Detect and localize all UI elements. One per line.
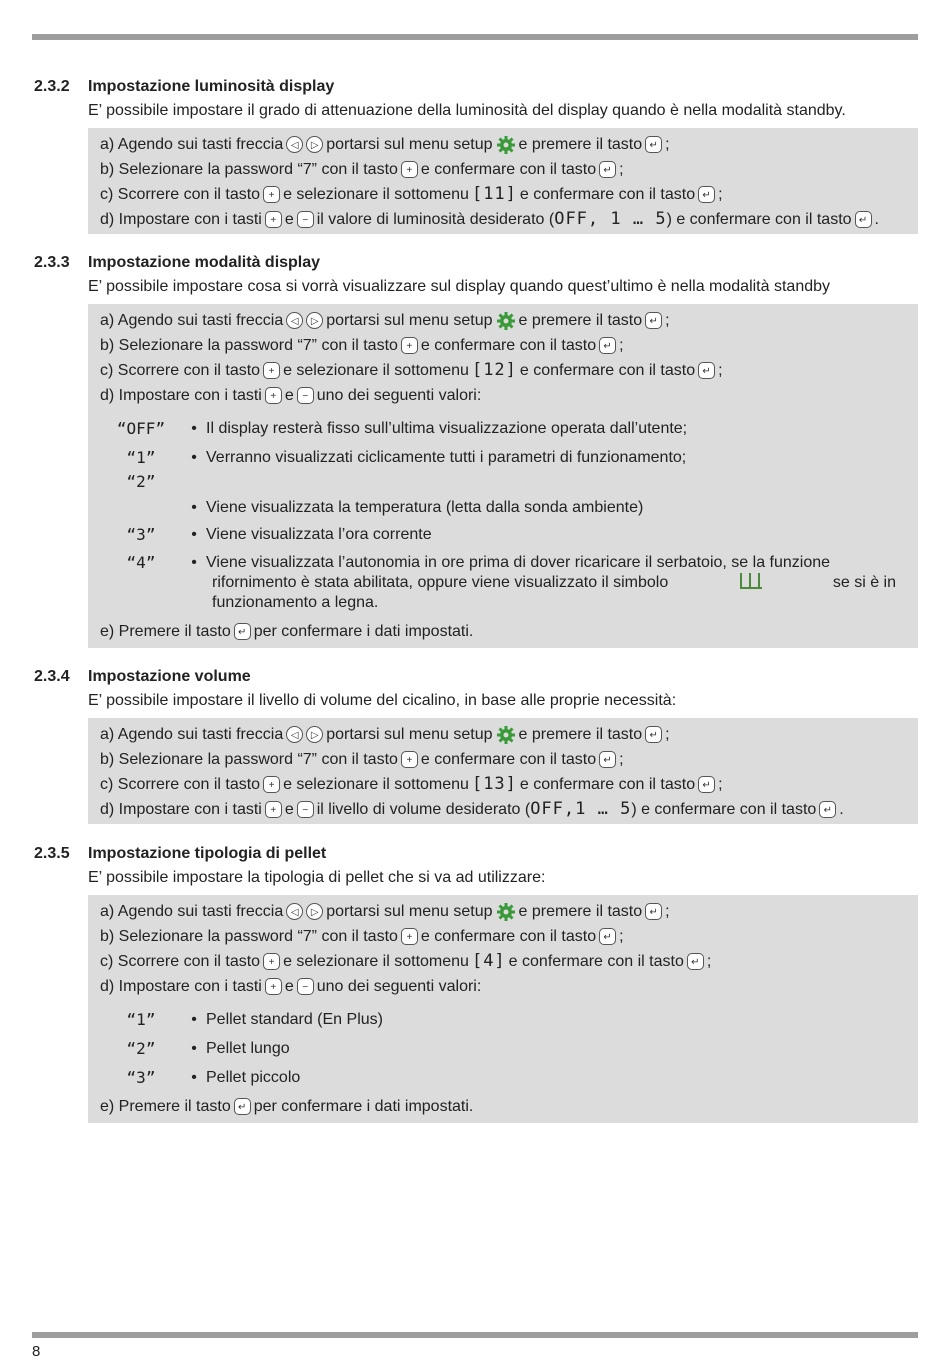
step-a: a) Agendo sui tasti freccia ◁ ▷ portarsi sul menu setup e premere il tasto ↵ ; [100,726,670,743]
plus-icon: + [401,928,418,945]
plus-icon: + [265,801,282,818]
section-heading [34,76,918,98]
plus-icon: + [263,776,280,793]
step-c: c) Scorrere con il tasto + e selezionare il sottomenu [12] e confermare con il tasto ↵ ; [100,358,908,383]
enter-icon: ↵ [687,953,704,970]
section-title: Impostazione tipologia di pellet [88,845,327,862]
section-2-3-5 [34,843,918,1123]
minus-icon: − [297,801,314,818]
section-intro: E’ possibile impostare cosa si vorrà visualizzare sul display quando quest’ultimo è nella modalità standby [88,278,831,295]
option-text: Il display resterà fisso sull’ultima visualizzazione operata dall’utente; [206,419,688,437]
enter-icon: ↵ [855,211,872,228]
right-arrow-icon: ▷ [306,136,323,153]
plus-icon: + [401,161,418,178]
option-item [100,414,908,443]
plus-icon: + [265,387,282,404]
step-c: c) Scorrere con il tasto + e selezionare il sottomenu [4] e confermare con il tasto ↵ ; [100,949,908,974]
step-d: d) Impostare con i tasti + e − uno dei seguenti valori: [100,387,482,404]
option-text: Viene visualizzata l’autonomia in ore prima di dover ricaricare il serbatoio, se la funzione rifornimento è stata abilitata, oppure viene visualizzato il simbolo se si è in funzionamento a legna. [206,554,896,611]
bullet: • [191,419,197,437]
option-code: “OFF” [116,418,166,438]
section-intro: E’ possibile impostare il grado di attenuazione della luminosità del display quando è nella modalità standby. [88,102,846,119]
page-number: 8 [32,1343,41,1360]
step-c: c) Scorrere con il tasto + e selezionare il sottomenu [13] e confermare con il tasto ↵ ; [100,772,908,797]
enter-icon: ↵ [645,903,662,920]
steps-box [88,304,918,648]
gear-icon [496,311,516,331]
bullet: • [191,1010,197,1028]
plus-icon: + [263,362,280,379]
left-arrow-icon: ◁ [286,312,303,329]
option-text: Pellet standard (En Plus) [206,1010,383,1028]
section-heading [34,843,918,865]
section-heading [34,252,918,274]
minus-icon: − [297,978,314,995]
option-code: “2” [126,1038,156,1058]
section-2-3-4 [34,666,918,824]
plus-icon: + [401,337,418,354]
right-arrow-icon: ▷ [306,312,323,329]
submenu-code: [12] [471,360,517,380]
submenu-code: [11] [471,184,517,204]
step-e: e) Premere il tasto ↵ per confermare i dati impostati. [100,623,474,640]
steps-box [88,895,918,1123]
step-e: e) Premere il tasto ↵ per confermare i dati impostati. [100,1098,474,1115]
enter-icon: ↵ [698,362,715,379]
bullet: • [191,525,197,543]
option-text: Verranno visualizzati ciclicamente tutti i parametri di funzionamento; [206,448,687,466]
step-a: a) Agendo sui tasti freccia ◁ ▷ portarsi sul menu setup e premere il tasto ↵ ; [100,136,670,153]
section-title: Impostazione volume [88,668,251,685]
option-code: “4” [126,553,156,572]
enter-icon: ↵ [645,136,662,153]
plus-icon: + [265,978,282,995]
gear-icon [496,135,516,155]
step-d: d) Impostare con i tasti + e − il valore di luminosità desiderato ( OFF, 1 … 5 ) e confermare con il tasto ↵ . [100,207,908,232]
enter-icon: ↵ [599,751,616,768]
section-heading [34,666,918,688]
step-d: d) Impostare con i tasti + e − il livello di volume desiderato ( OFF,1 … 5 ) e confermare con il tasto ↵ . [100,797,908,822]
bullet: • [191,448,197,466]
bullet: • [191,1068,197,1086]
options-list [100,1005,908,1092]
right-arrow-icon: ▷ [306,726,323,743]
option-text: Viene visualizzata l’ora corrente [206,525,432,543]
section-intro: E’ possibile impostare il livello di volume del cicalino, in base alle proprie necessità: [88,692,677,709]
steps-box [88,128,918,234]
section-intro: E’ possibile impostare la tipologia di pellet che si va ad utilizzare: [88,869,546,886]
section-2-3-2 [34,76,918,234]
option-code: “3” [126,524,156,544]
plus-icon: + [265,211,282,228]
option-text: Pellet lungo [206,1039,290,1057]
option-code: “1” [126,1009,156,1029]
option-text: Viene visualizzata la temperatura (letta dalla sonda ambiente) [206,499,644,516]
bullet: • [191,1039,197,1057]
option-item [100,443,908,472]
right-arrow-icon: ▷ [306,903,323,920]
enter-icon: ↵ [599,161,616,178]
enter-icon: ↵ [698,776,715,793]
option-code: “3” [126,1067,156,1087]
step-d: d) Impostare con i tasti + e − uno dei seguenti valori: [100,978,482,995]
section-number: 2.3.2 [34,78,70,95]
left-arrow-icon: ◁ [286,903,303,920]
enter-icon: ↵ [645,312,662,329]
steps-box [88,718,918,824]
gear-icon [496,725,516,745]
top-rule [32,34,918,40]
section-number: 2.3.4 [34,668,70,685]
enter-icon: ↵ [819,801,836,818]
bottom-rule [32,1332,918,1338]
step-b: b) Selezionare la password “7” con il tasto + e confermare con il tasto ↵ ; [100,337,624,354]
section-title: Impostazione luminosità display [88,78,335,95]
option-code: “1” [126,447,156,467]
enter-icon: ↵ [599,337,616,354]
left-arrow-icon: ◁ [286,136,303,153]
plus-icon: + [263,186,280,203]
submenu-code: [13] [471,774,517,794]
option-code: “2” [126,472,156,491]
option-item [100,472,908,520]
gear-icon [496,902,516,922]
enter-icon: ↵ [645,726,662,743]
step-c: c) Scorrere con il tasto + e selezionare il sottomenu [11] e confermare con il tasto ↵ ; [100,182,908,207]
minus-icon: − [297,211,314,228]
step-a: a) Agendo sui tasti freccia ◁ ▷ portarsi sul menu setup e premere il tasto ↵ ; [100,903,670,920]
options-list [100,414,908,613]
option-item [100,1005,908,1034]
section-title: Impostazione modalità display [88,254,321,271]
section-number: 2.3.3 [34,254,70,271]
plus-icon: + [263,953,280,970]
step-a: a) Agendo sui tasti freccia ◁ ▷ portarsi sul menu setup e premere il tasto ↵ ; [100,312,670,329]
enter-icon: ↵ [234,1098,251,1115]
option-item [100,1034,908,1063]
section-number: 2.3.5 [34,845,70,862]
enter-icon: ↵ [698,186,715,203]
submenu-code: [4] [471,951,506,971]
bullet: • [191,499,197,516]
enter-icon: ↵ [599,928,616,945]
plus-icon: + [401,751,418,768]
wood-fuel-icon [740,573,762,589]
range-code: OFF, 1 … 5 [554,209,667,229]
minus-icon: − [297,387,314,404]
section-2-3-3 [34,252,918,648]
step-b: b) Selezionare la password “7” con il tasto + e confermare con il tasto ↵ ; [100,161,624,178]
option-item [100,1063,908,1092]
bullet: • [191,554,197,571]
enter-icon: ↵ [234,623,251,640]
left-arrow-icon: ◁ [286,726,303,743]
option-item [100,520,908,549]
step-b: b) Selezionare la password “7” con il tasto + e confermare con il tasto ↵ ; [100,928,624,945]
option-text: Pellet piccolo [206,1068,301,1086]
range-code: OFF,1 … 5 [530,799,632,819]
option-item [100,549,908,613]
step-b: b) Selezionare la password “7” con il tasto + e confermare con il tasto ↵ ; [100,751,624,768]
